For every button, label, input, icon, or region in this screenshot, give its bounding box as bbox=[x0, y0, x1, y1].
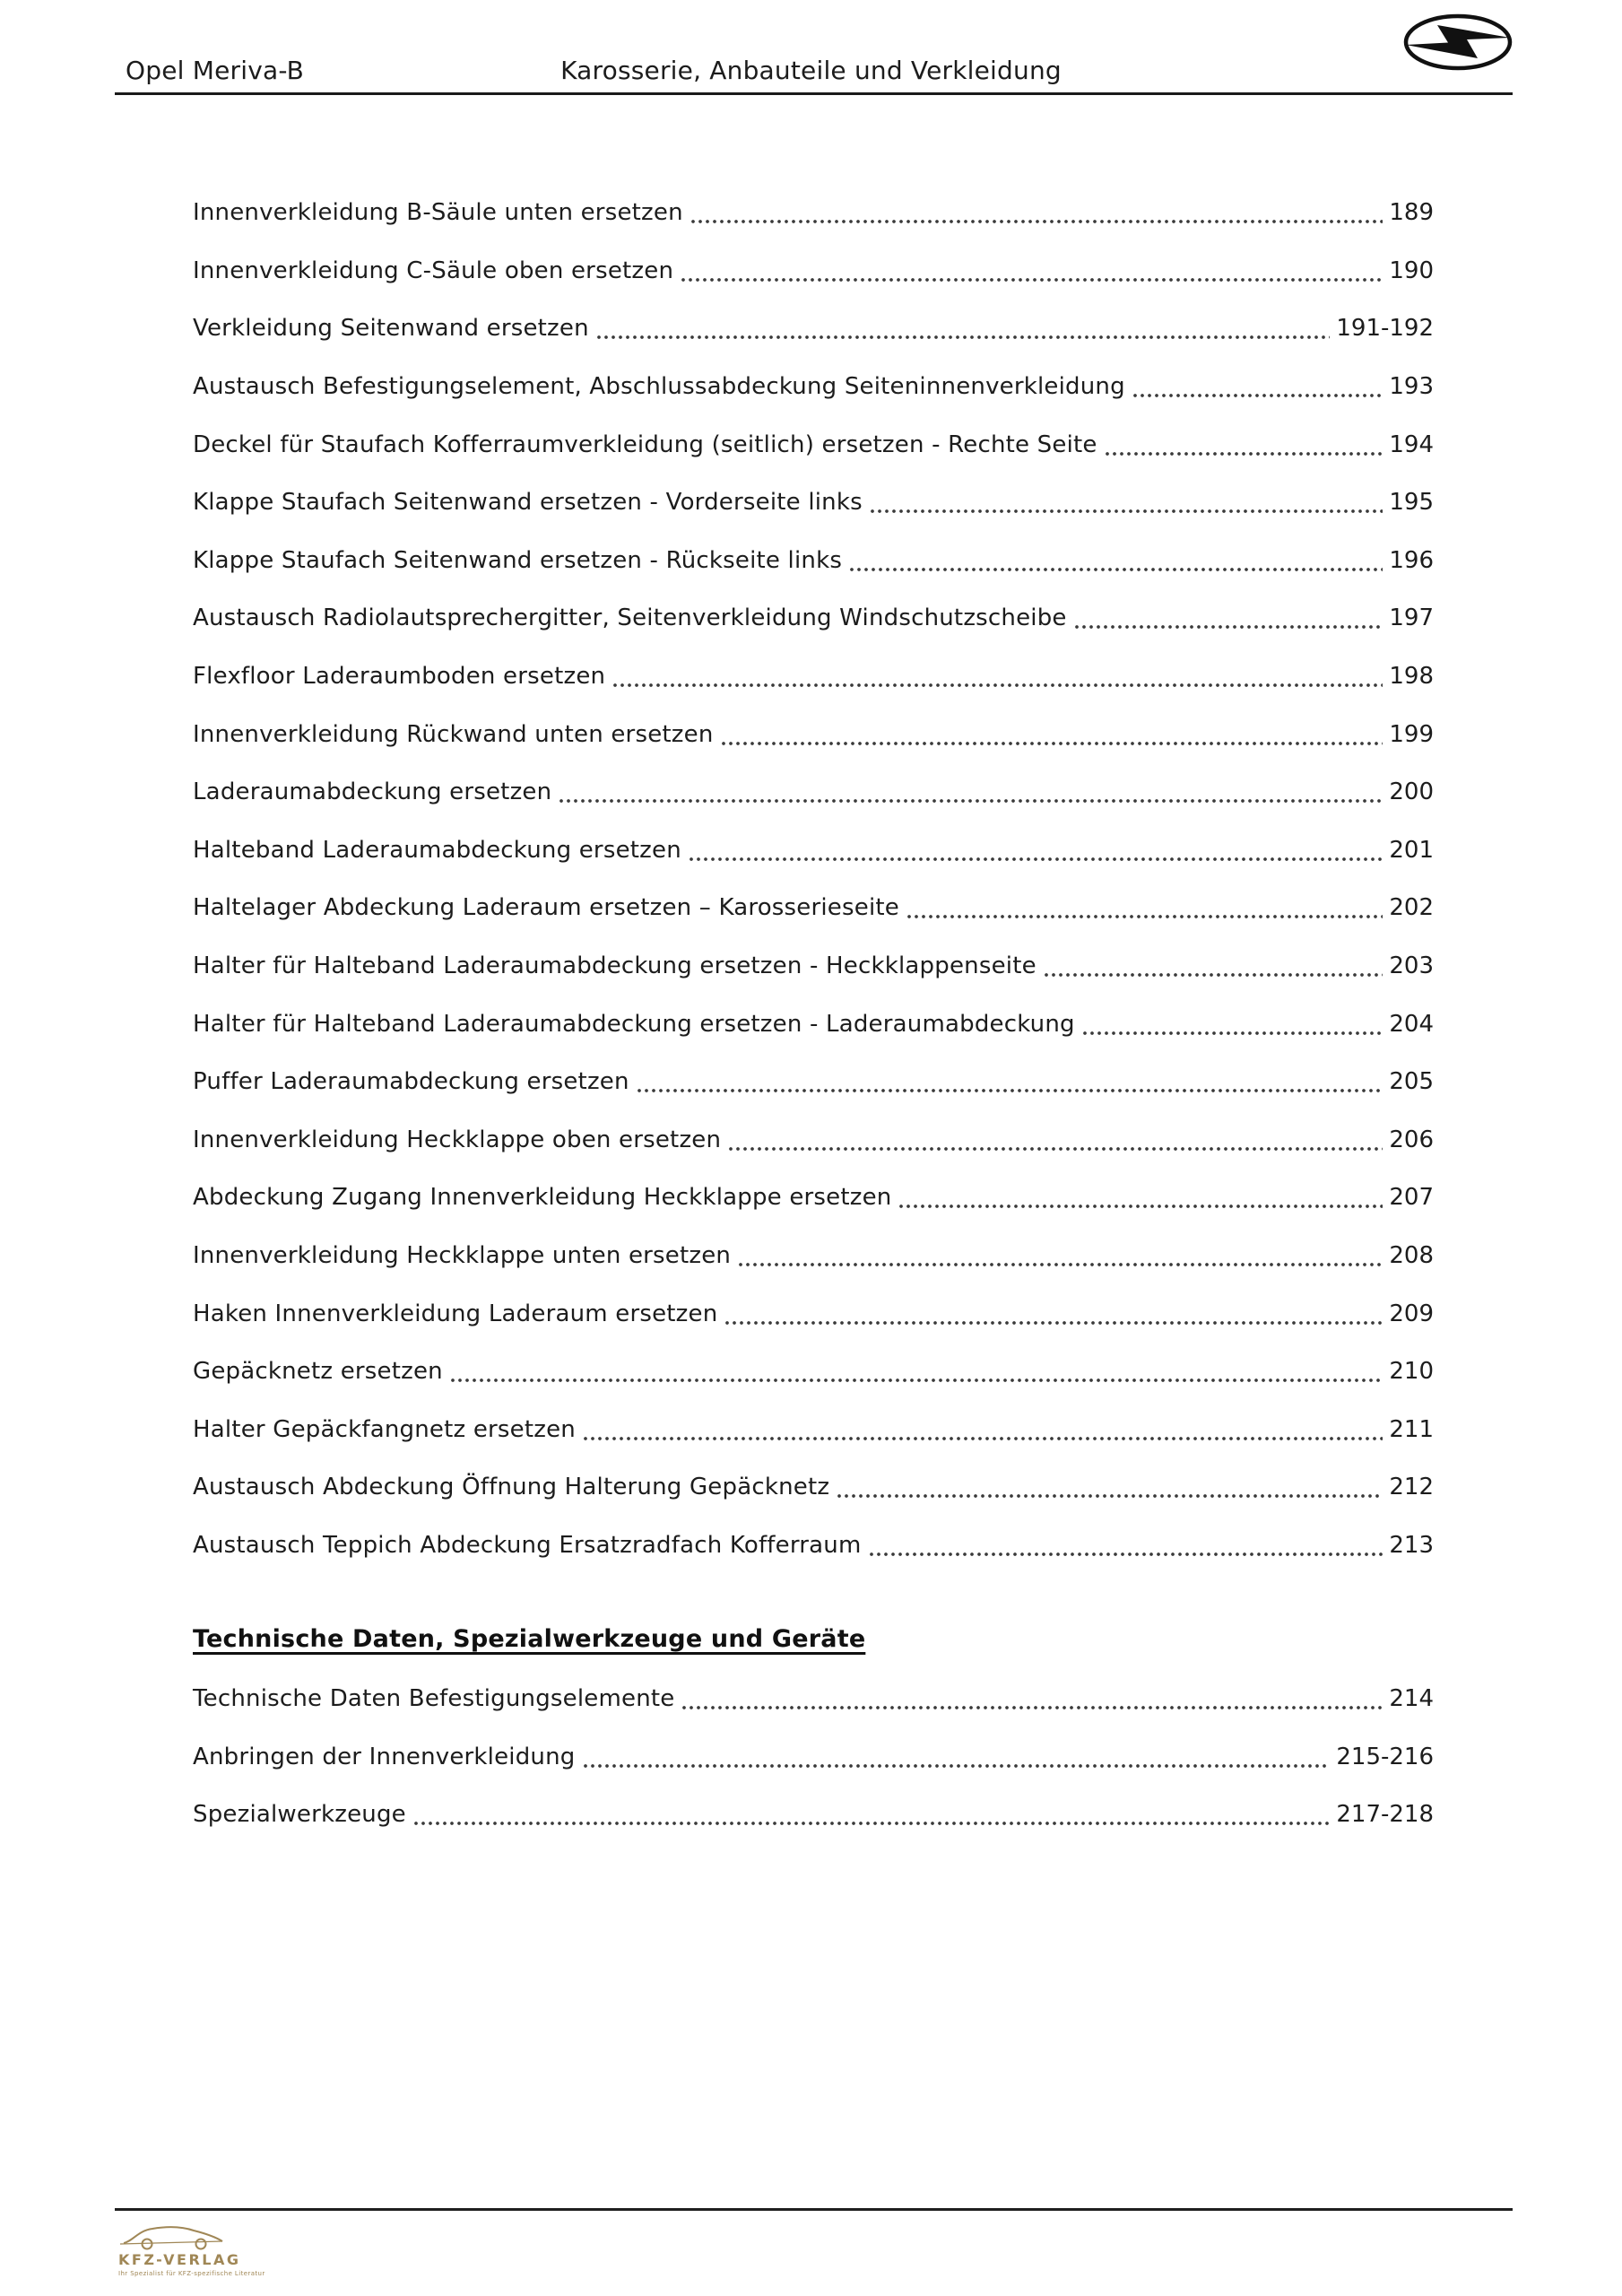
toc-row bbox=[193, 358, 1434, 416]
dot-leader bbox=[690, 219, 1383, 224]
dot-leader bbox=[836, 1493, 1383, 1499]
publisher-logo bbox=[118, 2219, 316, 2277]
dot-leader bbox=[680, 277, 1383, 283]
toc-row bbox=[193, 1053, 1434, 1111]
toc-row bbox=[193, 1517, 1434, 1575]
header-rule bbox=[115, 92, 1513, 95]
toc-entry-page: 191-192 bbox=[1336, 315, 1434, 343]
toc-entry-title: Halteband Laderaumabdeckung ersetzen bbox=[193, 836, 681, 864]
toc-list bbox=[193, 184, 1434, 1574]
toc-entry-title: Austausch Radiolautsprechergitter, Seitenverkleidung Windschutzscheibe bbox=[193, 604, 1067, 632]
dot-leader bbox=[898, 1204, 1383, 1209]
dot-leader bbox=[1132, 393, 1383, 398]
toc-entry-title: Innenverkleidung Heckklappe oben ersetzen bbox=[193, 1126, 722, 1153]
toc-entry-title: Austausch Abdeckung Öffnung Halterung Gepäcknetz bbox=[193, 1474, 830, 1501]
toc-row bbox=[193, 763, 1434, 822]
toc-entry-title: Anbringen der Innenverkleidung bbox=[193, 1743, 576, 1770]
toc-entry-page: 194 bbox=[1389, 430, 1434, 458]
car-outline-icon bbox=[118, 2219, 226, 2251]
toc-entry-title: Laderaumabdeckung ersetzen bbox=[193, 778, 552, 806]
toc-entry-title: Klappe Staufach Seitenwand ersetzen - Vorderseite links bbox=[193, 489, 863, 517]
dot-leader bbox=[724, 1320, 1383, 1326]
toc-entry-title: Deckel für Staufach Kofferraumverkleidung (seitlich) ersetzen - Rechte Seite bbox=[193, 430, 1097, 458]
publisher-tagline: Ihr Spezialist für KFZ-spezifische Literatur bbox=[118, 2270, 265, 2277]
dot-leader bbox=[582, 1763, 1331, 1769]
toc-entry-page: 201 bbox=[1389, 836, 1434, 864]
toc-row bbox=[193, 415, 1434, 474]
toc-entry-title: Flexfloor Laderaumboden ersetzen bbox=[193, 663, 606, 691]
toc-entry-title: Gepäcknetz ersetzen bbox=[193, 1358, 443, 1386]
dot-leader bbox=[720, 741, 1383, 746]
toc-row bbox=[193, 300, 1434, 358]
toc-entry-title: Innenverkleidung C-Säule oben ersetzen bbox=[193, 257, 674, 284]
toc-entry-title: Halter für Halteband Laderaumabdeckung ersetzen - Laderaumabdeckung bbox=[193, 1010, 1075, 1038]
toc-entry-page: 189 bbox=[1389, 199, 1434, 227]
toc-entry-page: 206 bbox=[1389, 1126, 1434, 1153]
toc-entry-page: 212 bbox=[1389, 1474, 1434, 1501]
toc-row bbox=[193, 1169, 1434, 1227]
toc-entry-page: 214 bbox=[1389, 1685, 1434, 1713]
opel-logo-icon bbox=[1400, 11, 1516, 74]
toc-row bbox=[193, 1284, 1434, 1343]
toc-row bbox=[193, 995, 1434, 1053]
toc-entry-title: Klappe Staufach Seitenwand ersetzen - Rückseite links bbox=[193, 546, 843, 574]
section-heading: Technische Daten, Spezialwerkzeuge und Geräte bbox=[193, 1625, 866, 1653]
dot-leader bbox=[688, 857, 1383, 862]
toc-entry-title: Innenverkleidung B-Säule unten ersetzen bbox=[193, 199, 683, 227]
toc-row bbox=[193, 1343, 1434, 1401]
toc-entry-page: 210 bbox=[1389, 1358, 1434, 1386]
toc-entry-page: 217-218 bbox=[1336, 1801, 1434, 1829]
toc-entry-page: 195 bbox=[1389, 489, 1434, 517]
footer-rule bbox=[115, 2208, 1513, 2211]
header-title: Karosserie, Anbauteile und Verkleidung bbox=[560, 56, 1062, 85]
toc-entry-page: 198 bbox=[1389, 663, 1434, 691]
toc-row bbox=[193, 589, 1434, 648]
toc-entry-page: 213 bbox=[1389, 1531, 1434, 1559]
toc-row bbox=[193, 822, 1434, 880]
toc-row bbox=[193, 474, 1434, 532]
toc-row bbox=[193, 532, 1434, 590]
toc-entry-title: Halter Gepäckfangnetz ersetzen bbox=[193, 1415, 576, 1443]
toc-entry-page: 211 bbox=[1389, 1415, 1434, 1443]
dot-leader bbox=[1104, 451, 1383, 457]
toc-entry-page: 202 bbox=[1389, 894, 1434, 922]
dot-leader bbox=[558, 798, 1383, 804]
toc-entry-title: Puffer Laderaumabdeckung ersetzen bbox=[193, 1068, 629, 1096]
toc-entry-title: Austausch Teppich Abdeckung Ersatzradfach Kofferraum bbox=[193, 1531, 862, 1559]
dot-leader bbox=[868, 1552, 1383, 1557]
publisher-name: KFZ-VERLAG bbox=[118, 2251, 241, 2268]
toc-entry-title: Haken Innenverkleidung Laderaum ersetzen bbox=[193, 1300, 718, 1327]
toc-entry-page: 197 bbox=[1389, 604, 1434, 632]
dot-leader bbox=[449, 1378, 1383, 1383]
toc-entry-page: 205 bbox=[1389, 1068, 1434, 1096]
toc-entry-title: Austausch Befestigungselement, Abschlussabdeckung Seiteninnenverkleidung bbox=[193, 373, 1125, 401]
header-model: Opel Meriva-B bbox=[126, 56, 305, 85]
toc-list-tech bbox=[193, 1670, 1434, 1844]
toc-row bbox=[193, 1786, 1434, 1844]
dot-leader bbox=[848, 567, 1383, 572]
toc-entry-page: 199 bbox=[1389, 720, 1434, 748]
toc-row bbox=[193, 1458, 1434, 1517]
dot-leader bbox=[582, 1436, 1383, 1441]
toc-entry-title: Halter für Halteband Laderaumabdeckung ersetzen - Heckklappenseite bbox=[193, 952, 1037, 980]
toc-row bbox=[193, 1728, 1434, 1787]
toc-entry-page: 208 bbox=[1389, 1241, 1434, 1269]
toc-row bbox=[193, 648, 1434, 706]
dot-leader bbox=[636, 1088, 1383, 1093]
toc-entry-page: 203 bbox=[1389, 952, 1434, 980]
toc-row bbox=[193, 242, 1434, 300]
dot-leader bbox=[595, 335, 1331, 340]
dot-leader bbox=[1043, 972, 1383, 978]
toc-entry-title: Abdeckung Zugang Innenverkleidung Heckklappe ersetzen bbox=[193, 1184, 892, 1212]
toc-entry-title: Haltelager Abdeckung Laderaum ersetzen – Karosserieseite bbox=[193, 894, 899, 922]
toc-entry-title: Innenverkleidung Heckklappe unten ersetzen bbox=[193, 1241, 732, 1269]
toc-row bbox=[193, 937, 1434, 996]
toc-row bbox=[193, 1670, 1434, 1728]
toc-row bbox=[193, 1227, 1434, 1285]
dot-leader bbox=[1073, 624, 1383, 630]
dot-leader bbox=[906, 914, 1383, 919]
toc-entry-page: 196 bbox=[1389, 546, 1434, 574]
toc-entry-title: Spezialwerkzeuge bbox=[193, 1801, 406, 1829]
toc-entry-title: Technische Daten Befestigungselemente bbox=[193, 1685, 675, 1713]
dot-leader bbox=[681, 1705, 1383, 1710]
toc-entry-page: 207 bbox=[1389, 1184, 1434, 1212]
toc-entry-page: 204 bbox=[1389, 1010, 1434, 1038]
dot-leader bbox=[1081, 1031, 1383, 1036]
toc-entry-page: 193 bbox=[1389, 373, 1434, 401]
dot-leader bbox=[412, 1821, 1330, 1826]
dot-leader bbox=[869, 509, 1383, 514]
toc-row bbox=[193, 879, 1434, 937]
toc-entry-page: 209 bbox=[1389, 1300, 1434, 1327]
toc-row bbox=[193, 1400, 1434, 1458]
dot-leader bbox=[727, 1146, 1383, 1152]
toc-row bbox=[193, 1111, 1434, 1170]
toc-row bbox=[193, 184, 1434, 242]
toc-entry-page: 200 bbox=[1389, 778, 1434, 806]
dot-leader bbox=[737, 1262, 1383, 1267]
toc-entry-title: Verkleidung Seitenwand ersetzen bbox=[193, 315, 589, 343]
toc-entry-title: Innenverkleidung Rückwand unten ersetzen bbox=[193, 720, 714, 748]
dot-leader bbox=[612, 683, 1383, 688]
toc-entry-page: 190 bbox=[1389, 257, 1434, 284]
toc-row bbox=[193, 705, 1434, 763]
toc-entry-page: 215-216 bbox=[1336, 1743, 1434, 1770]
